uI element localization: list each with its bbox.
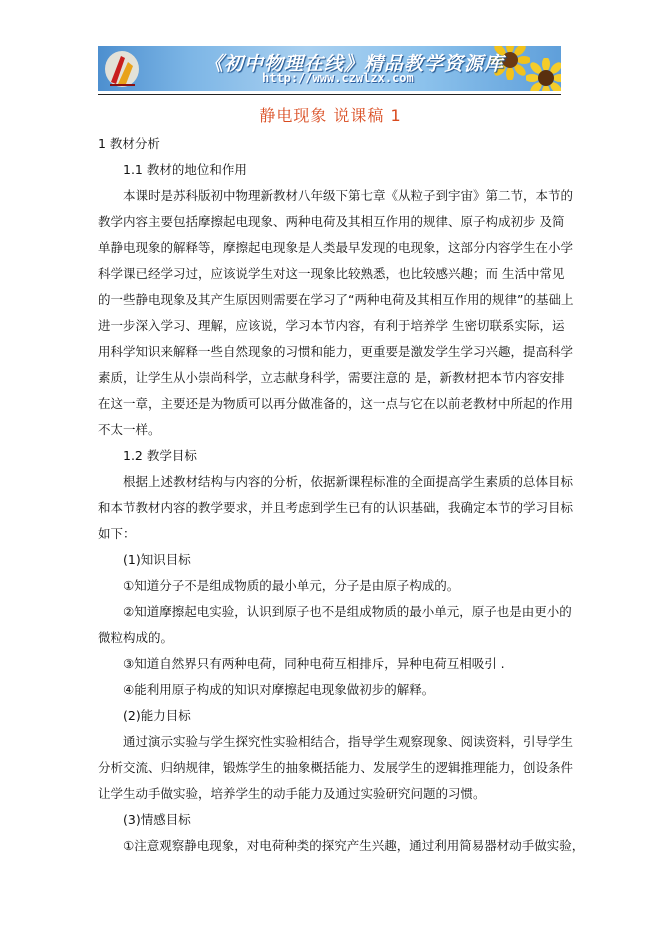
paragraph-line: 分析交流、归纳规律，锻炼学生的抽象概括能力、发展学生的逻辑推理能力，创设条件 [98, 760, 574, 775]
subsection-heading: 1.1 教材的地位和作用 [123, 162, 247, 177]
paragraph-line: 让学生动手做实验，培养学生的动手能力及通过实验研究问题的习惯。 [98, 786, 486, 801]
site-logo-icon [102, 48, 142, 89]
paragraph-line: 根据上述教材结构与内容的分析，依据新课程标准的全面提高学生素质的总体目标 [123, 474, 574, 489]
goal-heading: (3)情感目标 [123, 812, 191, 827]
goal-item: ③知道自然界只有两种电荷，同种电荷互相排斥，异种电荷互相吸引 . [123, 656, 505, 671]
site-url: http://www.czwlzx.com [262, 71, 414, 85]
paragraph-line: 用科学知识来解释一些自然现象的习惯和能力，更重要是激发学生学习兴趣，提高科学 [98, 344, 574, 359]
goal-item: ④能利用原子构成的知识对摩擦起电现象做初步的解释。 [123, 682, 435, 697]
paragraph-line: 单静电现象的解释等，摩擦起电现象是人类最早发现的电现象，这部分内容学生在小学 [98, 240, 574, 255]
goal-item: ①注意观察静电现象，对电荷种类的探究产生兴趣，通过利用简易器材动手做实验， [123, 838, 585, 853]
goal-heading: (1)知识目标 [123, 552, 191, 567]
goal-heading: (2)能力目标 [123, 708, 191, 723]
subsection-heading: 1.2 教学目标 [123, 448, 197, 463]
paragraph-line: 和本节教材内容的教学要求，并且考虑到学生已有的认识基础，我确定本节的学习目标 [98, 500, 574, 515]
paragraph-line: 不太一样。 [98, 422, 161, 437]
document-title: 静电现象 说课稿 1 [259, 106, 402, 125]
paragraph-line: 如下： [98, 526, 136, 541]
paragraph-line: 在这一章，主要还是为物质可以再分做准备的，这一点与它在以前老教材中所起的作用 [98, 396, 574, 411]
paragraph-line: 素质，让学生从小崇尚科学，立志献身科学，需要注意的 是，新教材把本节内容安排 [98, 370, 565, 385]
paragraph-line: 教学内容主要包括摩擦起电现象、两种电荷及其相互作用的规律、原子构成初步 及简 [98, 214, 565, 229]
header-banner [98, 46, 561, 91]
header-divider [98, 94, 561, 95]
sunflower-icon [526, 58, 561, 91]
section-heading: 1 教材分析 [98, 136, 160, 151]
paragraph-line: 的一些静电现象及其产生原因则需要在学习了“两种电荷及其相互作用的规律”的基础上 [98, 292, 574, 307]
paragraph-line: 本课时是苏科版初中物理新教材八年级下第七章《从粒子到宇宙》第二节，本节的 [123, 188, 574, 203]
goal-item: ②知道摩擦起电实验，认识到原子也不是组成物质的最小单元，原子也是由更小的 [123, 604, 572, 619]
paragraph-line: 进一步深入学习、理解，应该说，学习本节内容，有利于培养学 生密切联系实际，运 [98, 318, 565, 333]
goal-item: ①知道分子不是组成物质的最小单元，分子是由原子构成的。 [123, 578, 460, 593]
goal-item-continued: 微粒构成的。 [98, 630, 174, 645]
site-title: 《初中物理在线》精品教学资源库 [204, 53, 505, 75]
paragraph-line: 通过演示实验与学生探究性实验相结合，指导学生观察现象、阅读资料，引导学生 [123, 734, 574, 749]
paragraph-line: 科学课已经学习过，应该说学生对这一现象比较熟悉，也比较感兴趣；而 生活中常见 [98, 266, 565, 281]
